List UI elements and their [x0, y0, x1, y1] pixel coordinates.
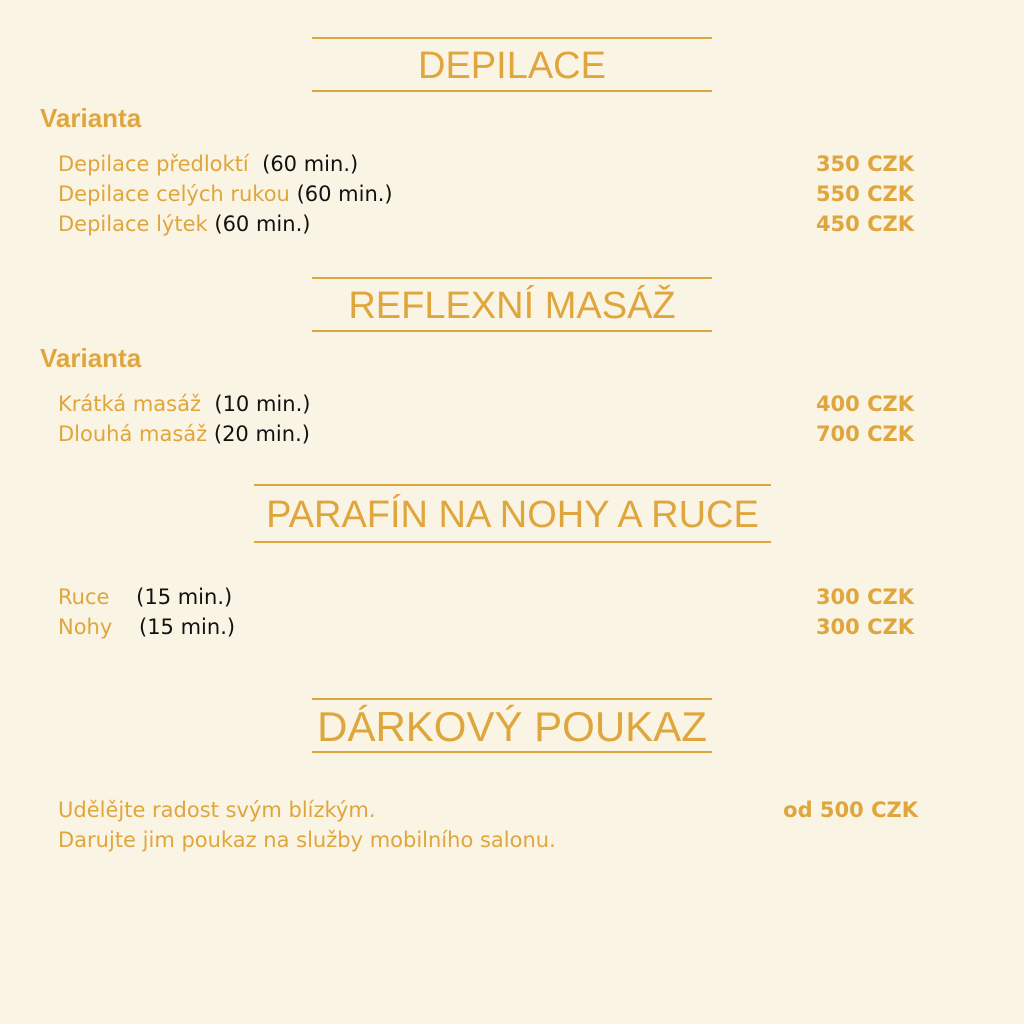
section-title-depilace: DEPILACE: [312, 37, 712, 92]
service-duration: (60 min.): [214, 212, 311, 236]
service-duration: (20 min.): [213, 422, 310, 446]
voucher-price: od 500 CZK: [783, 798, 918, 822]
service-name: Krátká masáž: [58, 392, 202, 416]
list-item: [58, 391, 918, 417]
service-name: Depilace lýtek: [58, 212, 208, 236]
service-price: 300 CZK: [815, 585, 914, 609]
voucher-text-line-2: Darujte jim poukaz na služby mobilního salonu.: [58, 828, 556, 852]
service-duration: (15 min.): [136, 585, 233, 609]
service-duration: (10 min.): [214, 392, 311, 416]
service-name: Dlouhá masáž: [58, 422, 208, 446]
service-price: 700 CZK: [815, 422, 914, 446]
service-price: 450 CZK: [815, 212, 914, 236]
service-duration: (60 min.): [262, 152, 359, 176]
list-item: [58, 211, 918, 237]
section-title-reflexni-masaz: REFLEXNÍ MASÁŽ: [312, 277, 712, 332]
list-item: [58, 151, 918, 177]
subheading-varianta: Varianta: [40, 343, 142, 373]
service-name: Nohy: [58, 615, 113, 639]
list-item: [58, 614, 918, 640]
service-name: Depilace celých rukou: [58, 182, 290, 206]
list-item: [58, 421, 918, 447]
service-price: 350 CZK: [815, 152, 914, 176]
service-price: 300 CZK: [815, 615, 914, 639]
service-name: Ruce: [58, 585, 110, 609]
service-name: Depilace předloktí: [58, 152, 249, 176]
section-title-darkovy-poukaz: DÁRKOVÝ POUKAZ: [312, 698, 712, 753]
list-item: [58, 584, 918, 610]
service-price: 550 CZK: [815, 182, 914, 206]
section-title-parafin: PARAFÍN NA NOHY A RUCE: [254, 484, 771, 543]
service-price: 400 CZK: [815, 392, 914, 416]
service-duration: (60 min.): [296, 182, 393, 206]
subheading-varianta: Varianta: [40, 103, 142, 133]
list-item: [58, 181, 918, 207]
voucher-text-line-1: Udělějte radost svým blízkým.: [58, 798, 376, 822]
service-duration: (15 min.): [139, 615, 236, 639]
